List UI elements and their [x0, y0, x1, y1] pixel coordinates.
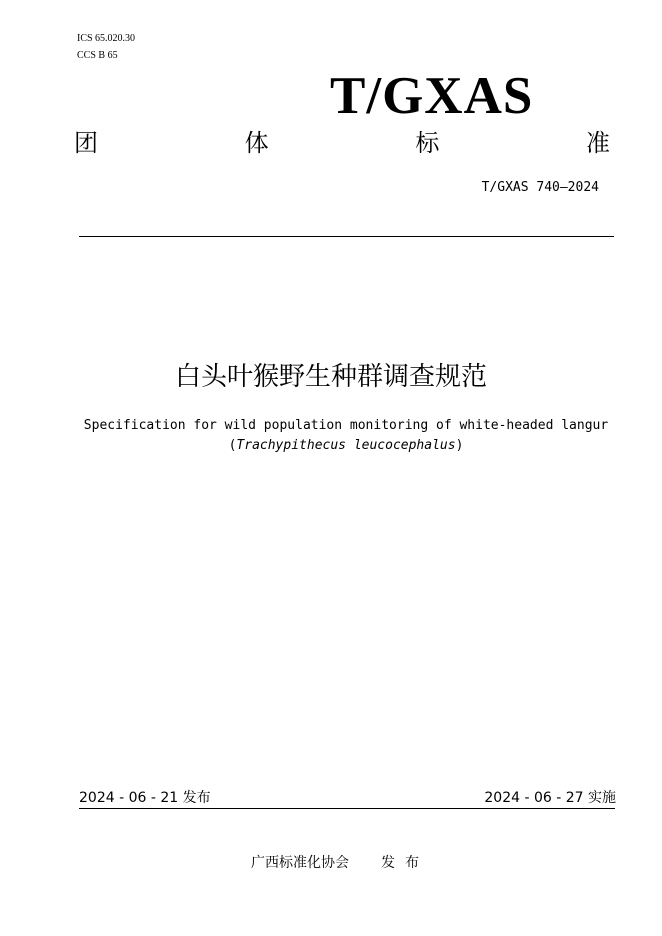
issue-date: 2024 - 06 - 21 发布 — [79, 790, 211, 806]
organization-code: T/GXAS — [330, 67, 534, 125]
publisher-line — [0, 853, 662, 873]
standard-type-char: 准 — [585, 129, 610, 157]
document-title-english: Specification for wild population monitoring of white-headed langur — [83, 418, 609, 433]
implementation-date: 2024 - 06 - 27 实施 — [484, 790, 616, 806]
footer-divider — [79, 808, 615, 809]
standard-type-char: 标 — [415, 129, 440, 157]
ccs-code: CCS B 65 — [77, 50, 118, 61]
standard-number: T/GXAS 740—2024 — [481, 180, 599, 195]
document-title-scientific-name — [0, 437, 662, 455]
standard-type-char: 团 — [74, 129, 98, 157]
publisher-name: 广西标准化协会 — [251, 855, 349, 871]
ics-code: ICS 65.020.30 — [77, 33, 136, 44]
close-paren: ) — [455, 438, 464, 453]
publisher-action: 发布 — [381, 855, 429, 871]
open-paren: ( — [228, 438, 237, 453]
standard-type — [74, 128, 610, 158]
header-divider — [79, 236, 614, 237]
scientific-name: Trachypithecus leucocephalus — [236, 438, 456, 453]
document-title-chinese: 白头叶猴野生种群调查规范 — [174, 362, 487, 392]
standard-type-char: 体 — [244, 129, 269, 157]
